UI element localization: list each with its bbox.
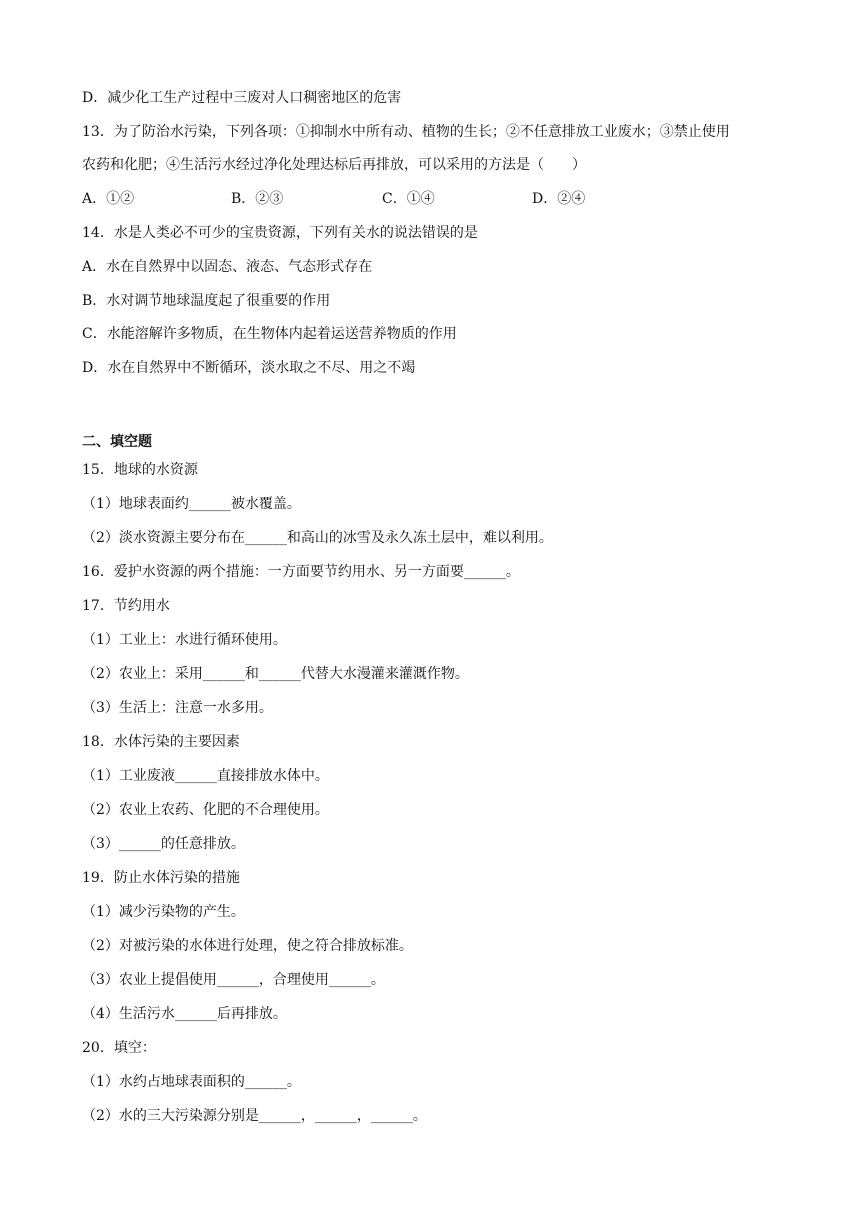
q17-item-2: （2）农业上：采用______和______代替大水漫灌来灌溉作物。	[82, 666, 469, 682]
q19-item-4: （4）生活污水______后再排放。	[82, 1006, 287, 1022]
q14-stem: 14．水是人类必不可少的宝贵资源，下列有关水的说法错误的是	[82, 225, 478, 241]
q15-item-2: （2）淡水资源主要分布在______和高山的冰雪及永久冻土层中，难以利用。	[82, 530, 553, 546]
q19-item-3: （3）农业上提倡使用______，合理使用______。	[82, 972, 385, 988]
q13-stem-line2: 农药和化肥；④生活污水经过净化处理达标后再排放，可以采用的方法是（ ）	[82, 157, 586, 173]
q13-option-d: D．②④	[532, 191, 586, 207]
q17-item-1: （1）工业上：水进行循环使用。	[82, 632, 287, 648]
q19-stem: 19．防止水体污染的措施	[82, 870, 240, 886]
q20-item-1: （1）水约占地球表面积的______。	[82, 1074, 301, 1090]
q18-item-3: （3）______的任意排放。	[82, 836, 245, 852]
q15-stem: 15．地球的水资源	[82, 462, 198, 478]
q13-option-a: A．①②	[82, 191, 135, 207]
q17-item-3: （3）生活上：注意一水多用。	[82, 700, 273, 716]
q16-stem: 16．爱护水资源的两个措施：一方面要节约用水、另一方面要______。	[82, 564, 520, 580]
q13-option-b: B．②③	[231, 191, 284, 207]
q19-item-2: （2）对被污染的水体进行处理，使之符合排放标准。	[82, 938, 413, 954]
q13-stem-line1: 13．为了防治水污染，下列各项：①抑制水中所有动、植物的生长；②不任意排放工业废水；③禁止使用	[82, 124, 730, 140]
q12-option-d: D．减少化工生产过程中三废对人口稠密地区的危害	[82, 90, 402, 106]
q14-option-b: B．水对调节地球温度起了很重要的作用	[82, 293, 331, 309]
q18-item-1: （1）工业废液______直接排放水体中。	[82, 768, 329, 784]
q18-stem: 18．水体污染的主要因素	[82, 734, 240, 750]
q14-option-d: D．水在自然界中不断循环，淡水取之不尽、用之不竭	[82, 360, 416, 376]
q19-item-1: （1）减少污染物的产生。	[82, 904, 245, 920]
q17-stem: 17．节约用水	[82, 598, 170, 614]
section-title-fill-in: 二、填空题	[82, 434, 152, 450]
q20-stem: 20．填空：	[82, 1040, 156, 1056]
q18-item-2: （2）农业上农药、化肥的不合理使用。	[82, 802, 329, 818]
q14-option-c: C．水能溶解许多物质，在生物体内起着运送营养物质的作用	[82, 326, 457, 342]
q13-option-c: C．①④	[382, 191, 435, 207]
q15-item-1: （1）地球表面约______被水覆盖。	[82, 496, 301, 512]
q14-option-a: A．水在自然界中以固态、液态、气态形式存在	[82, 259, 373, 275]
q20-item-2: （2）水的三大污染源分别是______，______，______。	[82, 1108, 427, 1124]
